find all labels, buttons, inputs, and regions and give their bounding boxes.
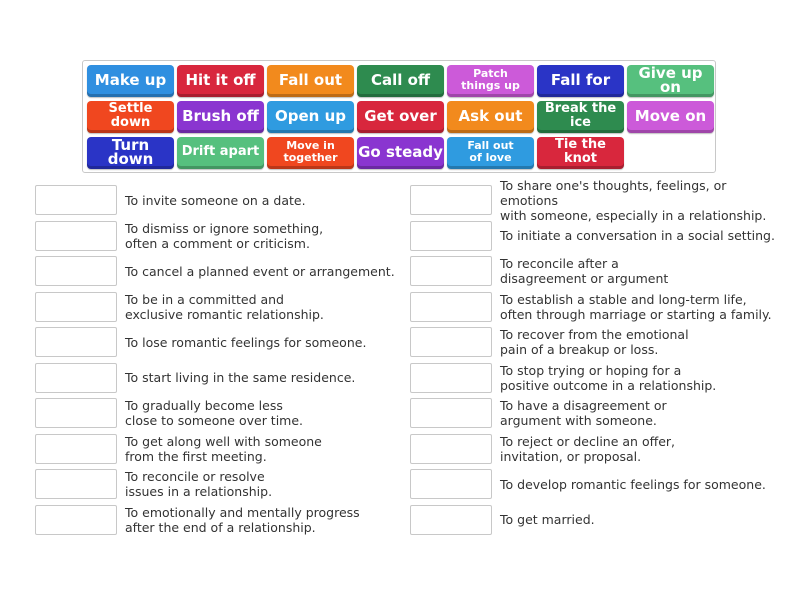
word-tile-label: Fall out	[278, 71, 343, 89]
word-tile-label: Settle down	[108, 101, 153, 130]
word-tile-label: Tie the knot	[555, 137, 606, 166]
clue-text: To reject or decline an offer, invitation, or proposal.	[500, 433, 676, 464]
clue-text: To get married.	[500, 512, 595, 527]
word-tile[interactable]	[87, 65, 174, 97]
clue-text: To share one's thoughts, feelings, or emotions with someone, especially in a relationship.	[500, 177, 767, 223]
answer-drop-box[interactable]	[410, 434, 492, 464]
word-tile[interactable]	[177, 65, 264, 97]
word-tile-label: Move in together	[283, 139, 338, 164]
word-tile[interactable]	[537, 101, 624, 133]
clue-text: To emotionally and mentally progress after the end of a relationship.	[125, 504, 360, 535]
clue-text: To get along well with someone from the first meeting.	[125, 433, 322, 464]
word-tile[interactable]	[87, 101, 174, 133]
clue-text: To stop trying or hoping for a positive outcome in a relationship.	[500, 362, 717, 393]
answer-drop-box[interactable]	[35, 398, 117, 428]
word-tile-label: Make up	[94, 71, 167, 89]
word-tile[interactable]	[447, 137, 534, 169]
word-tile-label: Hit it off	[185, 71, 256, 89]
word-tile-label: Brush off	[182, 107, 259, 125]
answer-drop-box[interactable]	[410, 398, 492, 428]
answer-drop-box[interactable]	[410, 256, 492, 286]
answer-drop-box[interactable]	[35, 185, 117, 215]
word-tile[interactable]	[267, 137, 354, 169]
word-tile-label: Open up	[275, 107, 346, 125]
word-tile[interactable]	[267, 101, 354, 133]
word-tile-label: Fall out of love	[467, 139, 514, 164]
word-tile-label: Ask out	[458, 107, 523, 125]
clue-text: To be in a committed and exclusive romantic relationship.	[125, 291, 324, 322]
clue-text: To reconcile or resolve issues in a relationship.	[125, 469, 273, 499]
clue-text: To reconcile after a disagreement or argument	[500, 256, 669, 286]
clue-text: To lose romantic feelings for someone.	[125, 334, 367, 350]
word-tile-label: Drift apart	[181, 144, 260, 159]
clue-text: To initiate a conversation in a social setting.	[500, 228, 775, 243]
clue-text: To dismiss or ignore something, often a comment or criticism.	[125, 220, 324, 251]
word-tile[interactable]	[537, 137, 624, 169]
answer-drop-box[interactable]	[35, 434, 117, 464]
answer-drop-box[interactable]	[410, 327, 492, 357]
word-tile[interactable]	[267, 65, 354, 97]
word-tile[interactable]	[177, 101, 264, 133]
word-tile-label: Get over	[364, 107, 437, 125]
clue-text: To develop romantic feelings for someone.	[500, 476, 766, 492]
clue-text: To gradually become less close to someone over time.	[125, 398, 304, 428]
word-tile[interactable]	[177, 137, 264, 169]
word-tile-label: Give up on	[638, 64, 703, 96]
word-tile[interactable]	[447, 65, 534, 97]
word-tile-label: Break the ice	[544, 101, 617, 130]
clue-text: To invite someone on a date.	[125, 192, 306, 208]
word-tile-label: Go steady	[358, 143, 443, 161]
clue-text: To have a disagreement or argument with someone.	[500, 398, 667, 428]
word-tile[interactable]	[537, 65, 624, 97]
answer-drop-box[interactable]	[410, 505, 492, 535]
answer-drop-box[interactable]	[410, 469, 492, 499]
word-tile[interactable]	[357, 101, 444, 133]
word-tile-label: Fall for	[550, 71, 611, 89]
word-tile-label: Move on	[634, 107, 707, 125]
word-tile[interactable]	[357, 65, 444, 97]
clue-text: To start living in the same residence.	[125, 370, 356, 385]
clue-text: To recover from the emotional pain of a breakup or loss.	[500, 327, 689, 357]
word-tile[interactable]	[357, 137, 444, 169]
word-tile[interactable]	[627, 101, 714, 133]
word-tile-label: Call off	[370, 71, 431, 89]
answer-drop-box[interactable]	[35, 292, 117, 322]
answer-drop-box[interactable]	[410, 185, 492, 215]
word-tile-label: Patch things up	[461, 67, 520, 92]
answer-drop-box[interactable]	[410, 363, 492, 393]
answer-drop-box[interactable]	[35, 327, 117, 357]
word-tile-label: Turn down	[107, 136, 154, 168]
answer-drop-box[interactable]	[35, 221, 117, 251]
answer-drop-box[interactable]	[35, 505, 117, 535]
clue-text: To cancel a planned event or arrangement.	[125, 263, 395, 279]
word-tile[interactable]	[87, 137, 174, 169]
word-tile[interactable]	[627, 65, 714, 97]
answer-drop-box[interactable]	[410, 221, 492, 251]
answer-drop-box[interactable]	[35, 363, 117, 393]
answer-drop-box[interactable]	[35, 469, 117, 499]
clue-text: To establish a stable and long-term life, often through marriage or starting a family.	[500, 291, 772, 322]
word-bank	[82, 60, 716, 173]
answer-drop-box[interactable]	[35, 256, 117, 286]
answer-drop-box[interactable]	[410, 292, 492, 322]
word-tile[interactable]	[447, 101, 534, 133]
